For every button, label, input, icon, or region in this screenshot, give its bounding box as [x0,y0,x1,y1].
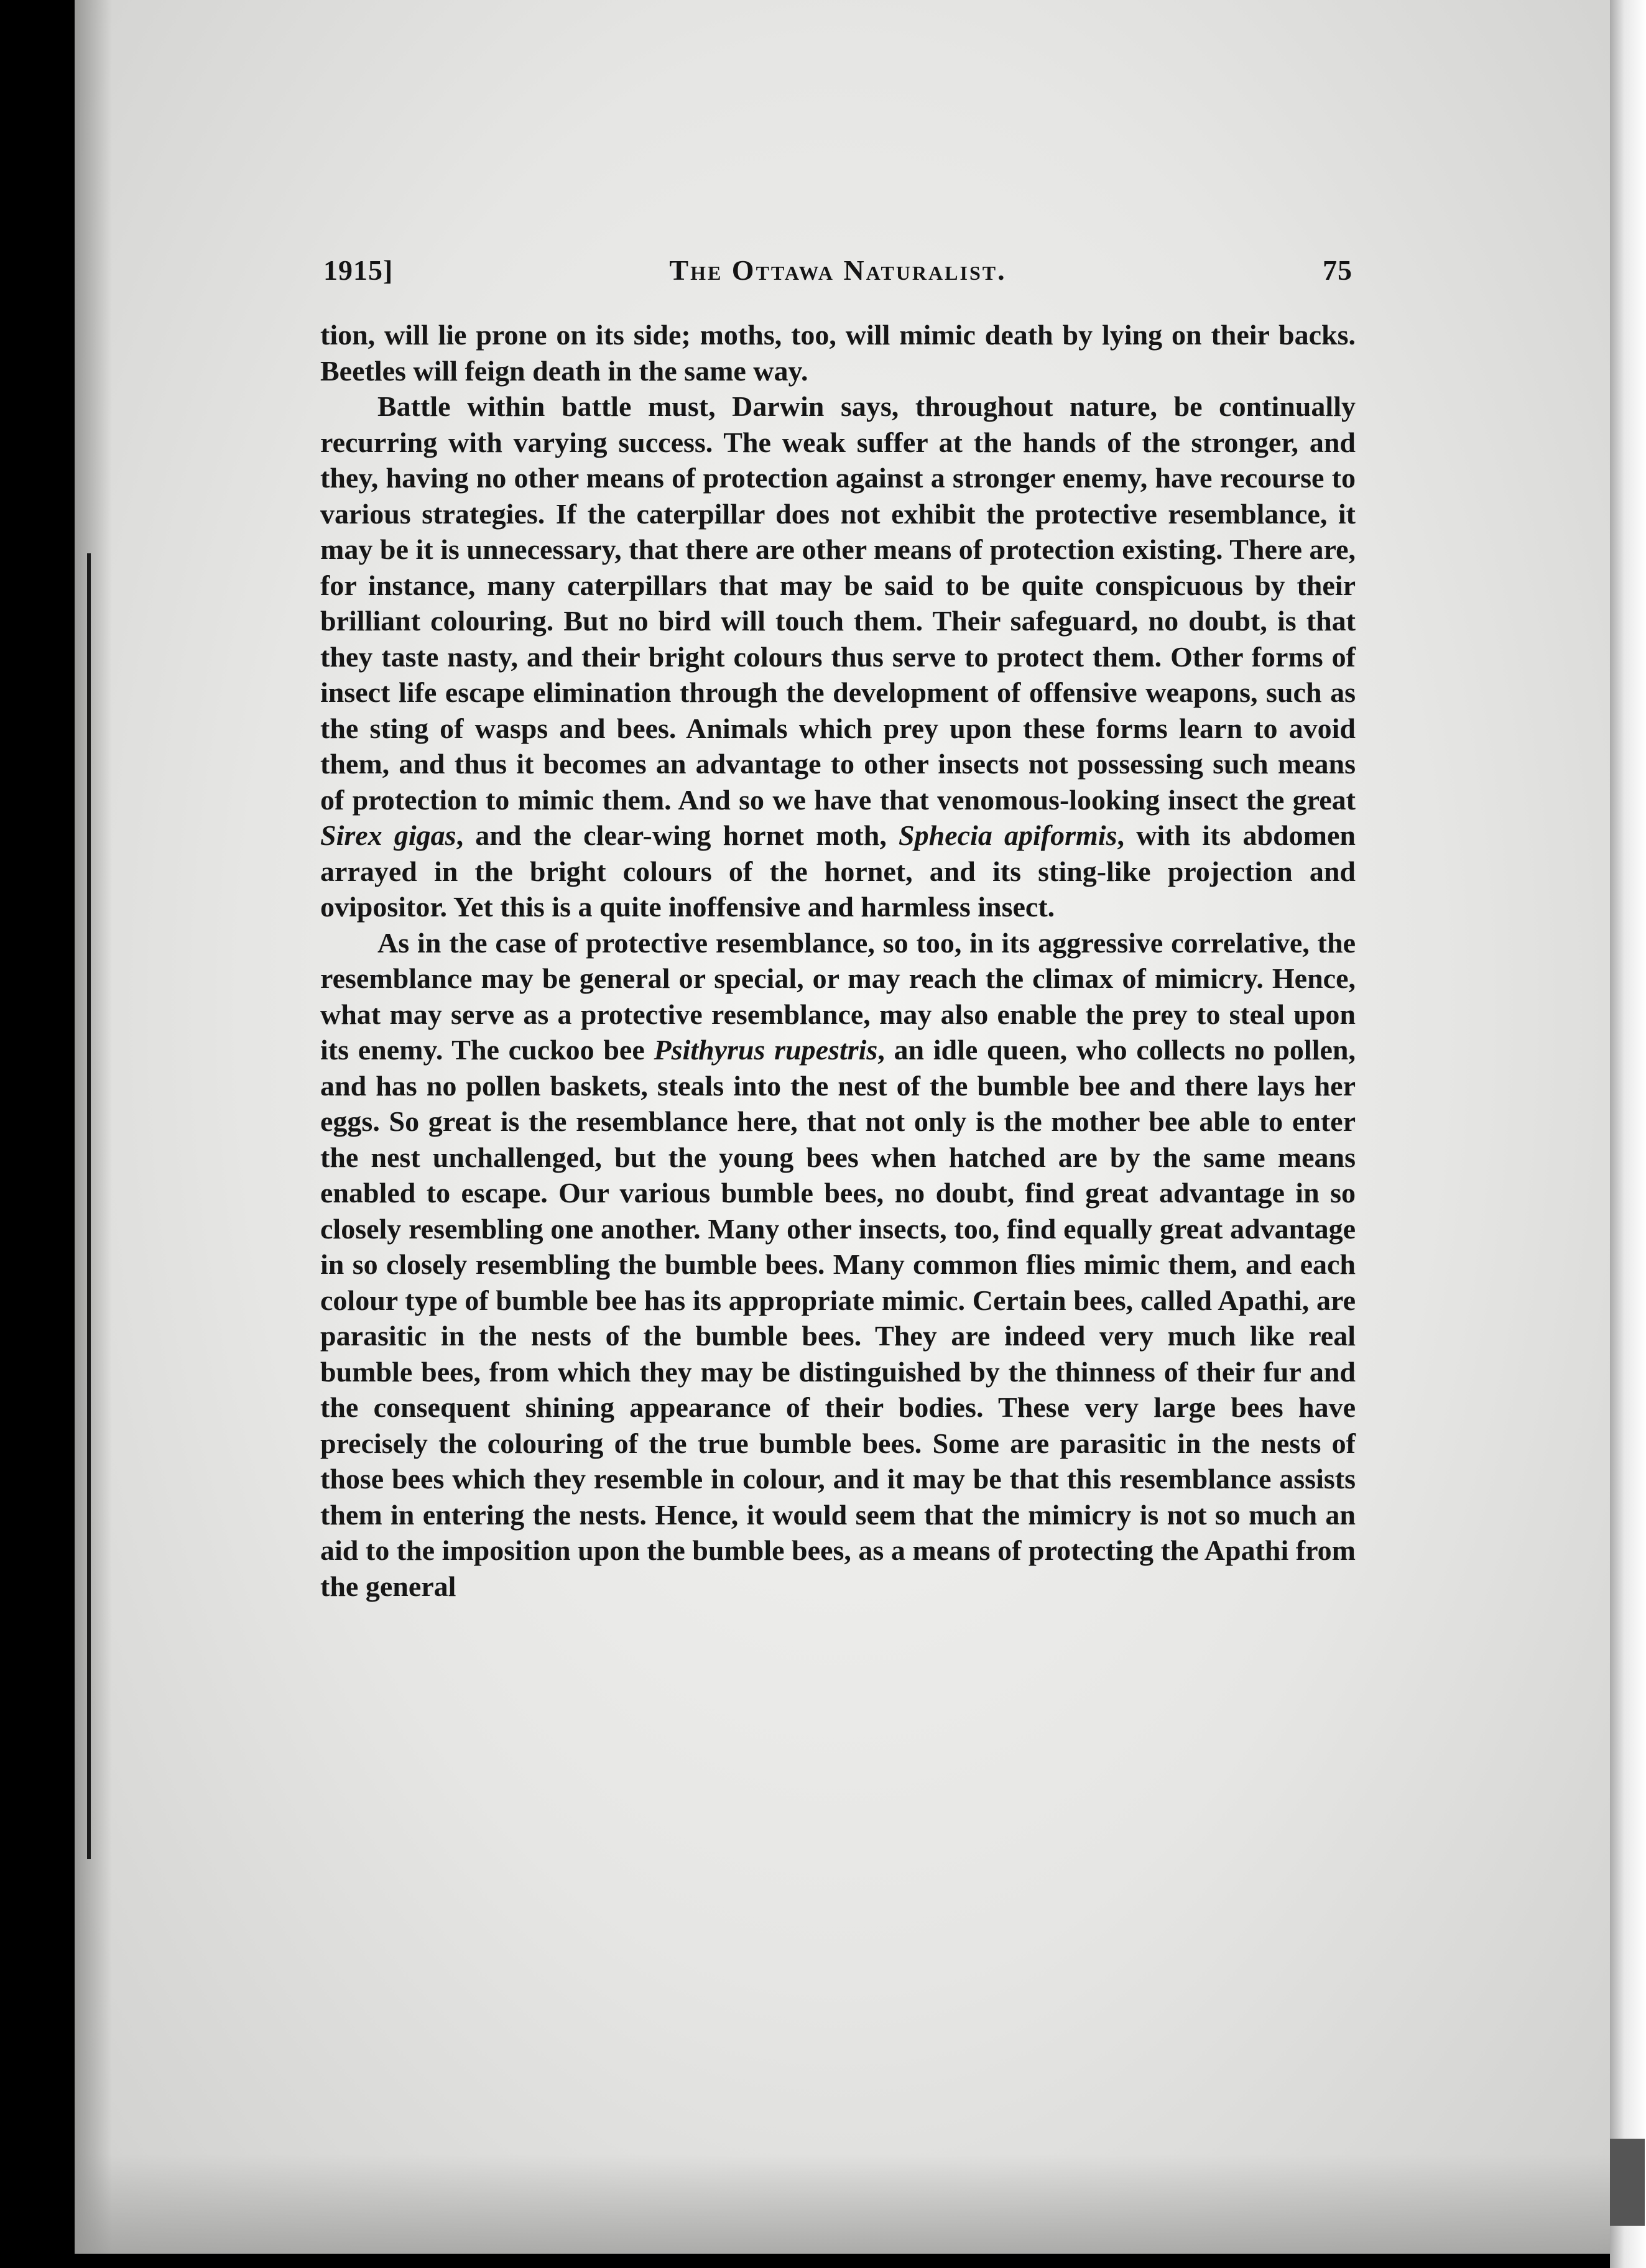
right-page-edge [1610,0,1646,2268]
species-name-sirex: Sirex gigas [320,819,456,851]
page-number: 75 [1323,254,1352,286]
article-body [320,317,1356,1604]
paragraph-2 [320,389,1356,925]
journal-title: The Ottawa Naturalist. [669,254,1007,286]
bottom-shadow [75,2154,1611,2254]
species-name-psithyrus: Psithyrus rupestris [654,1034,878,1066]
scan-artifact [1610,2139,1645,2226]
paragraph-1 [320,317,1356,389]
paragraph-2-text-a: Battle within battle must, Darwin says, throughout nature, be continually recurring with varying success. The weak suffer at the hands of the stronger, and they, having no other means of protection against a stronger enemy, have recourse to various strategies. If the caterpillar does not exhibit the protective resemblance, it may be it is unnecessary, that there are other means of protection existing. There are, for instance, many caterpillars that may be said to be quite conspicuous by their brilliant colouring. But no bird will touch them. Their safeguard, no doubt, is that they taste nasty, and their bright colours thus serve to protect them. Other forms of insect life escape elimination through the development of offensive weapons, such as the sting of wasps and bees. Animals which prey upon these forms learn to avoid them, and thus it becomes an advantage to other insects not possessing such means of protection to mimic them. And so we have that venomous-looking insect the great [320,390,1356,816]
paragraph-3-text-c: , an idle queen, who collects no pollen, and has no pollen baskets, steals into the nest of the bumble bee and there lays her eggs. So great is the resemblance here, that not only is the mother bee able to enter the nest unchallenged, but the young bees when hatched are by the same means enabled to escape. Our various bumble bees, no doubt, find great advantage in so closely resembling one another. Many other insects, too, find equally great advantage in so closely resembling the bumble bees. Many common flies mimic them, and each colour type of bumble bee has its appropriate mimic. Certain bees, called Apathi, are parasitic in the nests of the bumble bees. They are indeed very much like real bumble bees, from which they may be distinguished by the thinness of their fur and the consequent shining appearance of their bodies. These very large bees have precisely the colouring of the true bumble bees. Some are parasitic in the nests of those bees which they resemble in colour, and it may be that this resemblance assists them in entering the nests. Hence, it would seem that the mimicry is not so much an aid to the imposition upon the bumble bees, as a means of protecting the Apathi from the general [320,1034,1356,1602]
paragraph-2-text-c: , and the clear-wing hornet moth, [456,819,899,851]
paragraph-2-text-e: , with its abdomen arrayed in the bright colours of the hornet, and its sting-like projection and ovipositor. Yet this is a quite inoffensive and harmless insect. [320,819,1356,923]
paragraph-3 [320,925,1356,1605]
header-year: 1915] [323,254,394,286]
gutter-shadow [75,0,112,2254]
paragraph-1-text: tion, will lie prone on its side; moths, too, will mimic death by lying on their backs. Beetles will feign death in the same way. [320,319,1356,387]
running-header [323,254,1352,291]
binding-edge [87,553,91,1859]
paragraph-3-text-a: As in the case of protective resemblance, so too, in its aggressive correlative, the resemblance may be general or special, or may reach the climax of mimicry. Hence, what may serve as a protective resemblance, may also enable the prey to steal upon its enemy. The cuckoo bee [320,926,1356,1066]
species-name-sphecia: Sphecia apiformis [899,819,1117,851]
